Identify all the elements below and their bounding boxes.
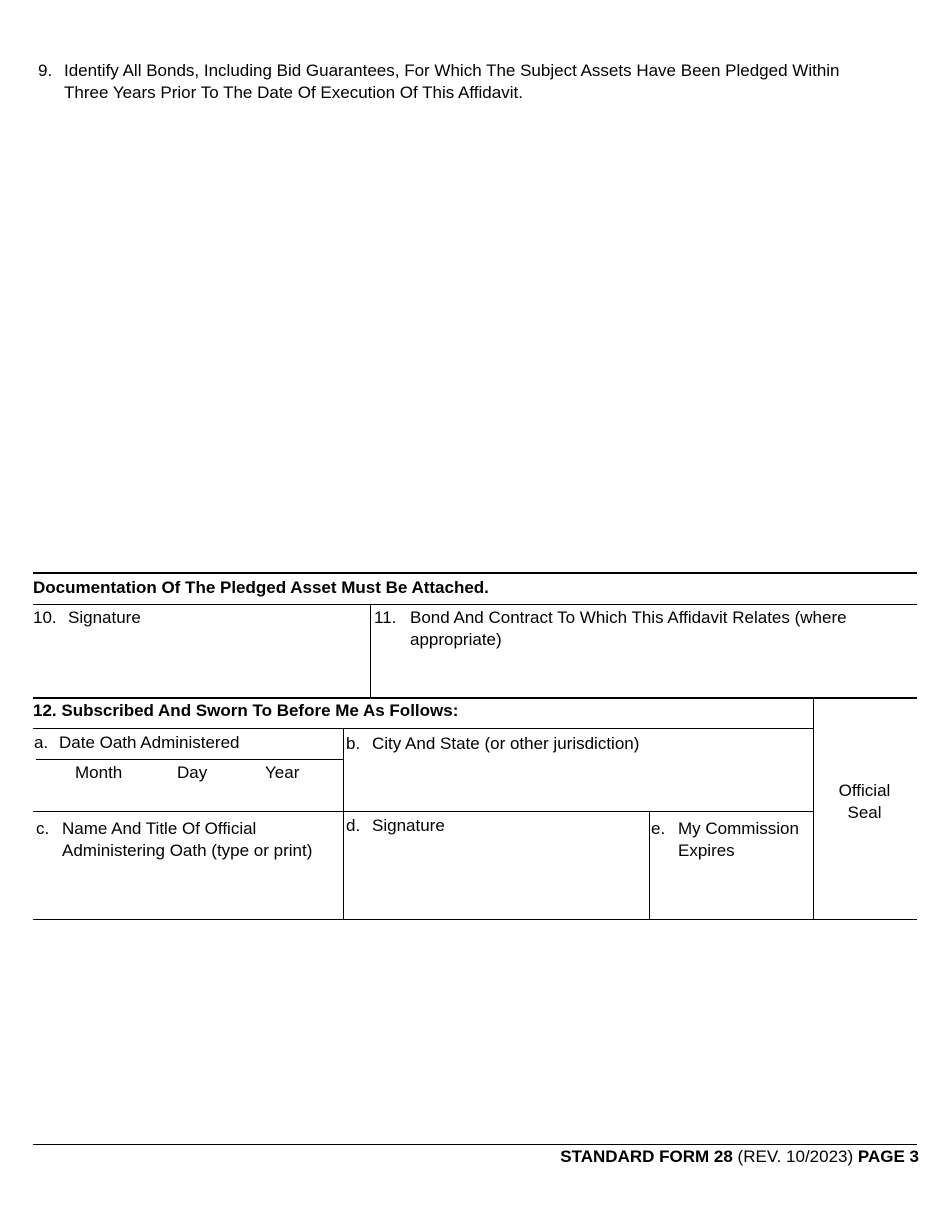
item12e-label-line1: My Commission — [678, 819, 799, 838]
item10-11-divider — [370, 604, 371, 697]
official-seal-label-line2: Seal — [847, 803, 882, 822]
item10-label: Signature — [68, 608, 141, 627]
footer-revision: (REV. 10/2023) — [737, 1147, 854, 1166]
item12c-letter: c. — [36, 819, 50, 838]
item12e-label-line2: Expires — [678, 841, 735, 860]
item12a-date-field[interactable] — [36, 785, 342, 809]
item12a-letter: a. — [34, 733, 49, 752]
item12a-year-label: Year — [265, 763, 300, 782]
item12d-signature-field[interactable] — [345, 840, 647, 916]
item11-label-line2: appropriate) — [410, 630, 502, 649]
footer-form-name: STANDARD FORM 28 — [560, 1147, 733, 1166]
item9-number: 9. — [38, 61, 53, 80]
item10-signature-field[interactable] — [34, 632, 368, 694]
item12a-label: Date Oath Administered — [59, 733, 240, 752]
item12c-name-title-field[interactable] — [35, 866, 341, 916]
item12a-day-label: Day — [177, 763, 208, 782]
notice-bottom-rule — [33, 604, 917, 605]
item12a-underline — [36, 759, 343, 760]
item12b-city-state-field[interactable] — [345, 758, 811, 809]
item9-label-line2: Three Years Prior To The Date Of Execution Of This Affidavit. — [64, 83, 523, 102]
section-top-rule — [33, 572, 917, 574]
item12d-label: Signature — [372, 816, 445, 835]
item11-number: 11. — [374, 608, 397, 627]
item12-top-rule — [33, 697, 917, 699]
item12-heading-rule — [33, 728, 813, 729]
item12e-letter: e. — [651, 819, 666, 838]
item12e-commission-expires-field[interactable] — [651, 866, 811, 916]
item12-left-divider — [343, 728, 344, 919]
footer-page-number: PAGE 3 — [857, 1147, 919, 1166]
official-seal-area[interactable] — [815, 700, 915, 918]
item12-middle-rule — [33, 811, 813, 812]
item11-label-line1: Bond And Contract To Which This Affidavit Relates (where — [410, 608, 847, 627]
documentation-notice: Documentation Of The Pledged Asset Must Be Attached. — [33, 578, 489, 597]
item12c-label-line1: Name And Title Of Official — [62, 819, 257, 838]
item10-number: 10. — [33, 608, 57, 627]
item12b-label: City And State (or other jurisdiction) — [372, 734, 640, 753]
item12-heading: 12. Subscribed And Sworn To Before Me As Follows: — [33, 701, 459, 720]
item9-input-area[interactable] — [34, 110, 914, 565]
item12-bottom-rule — [33, 919, 917, 920]
item12d-e-divider — [649, 811, 650, 919]
item12c-label-line2: Administering Oath (type or print) — [62, 841, 313, 860]
item9-label-line1: Identify All Bonds, Including Bid Guarantees, For Which The Subject Assets Have Been Pledged Within — [64, 61, 840, 80]
item12d-letter: d. — [346, 816, 361, 835]
item12a-month-label: Month — [75, 763, 123, 782]
item12b-letter: b. — [346, 734, 361, 753]
official-seal-label-line1: Official — [838, 781, 891, 800]
footer-form-id — [560, 1146, 919, 1168]
item11-input-field[interactable] — [373, 654, 915, 694]
footer-rule — [33, 1144, 917, 1145]
